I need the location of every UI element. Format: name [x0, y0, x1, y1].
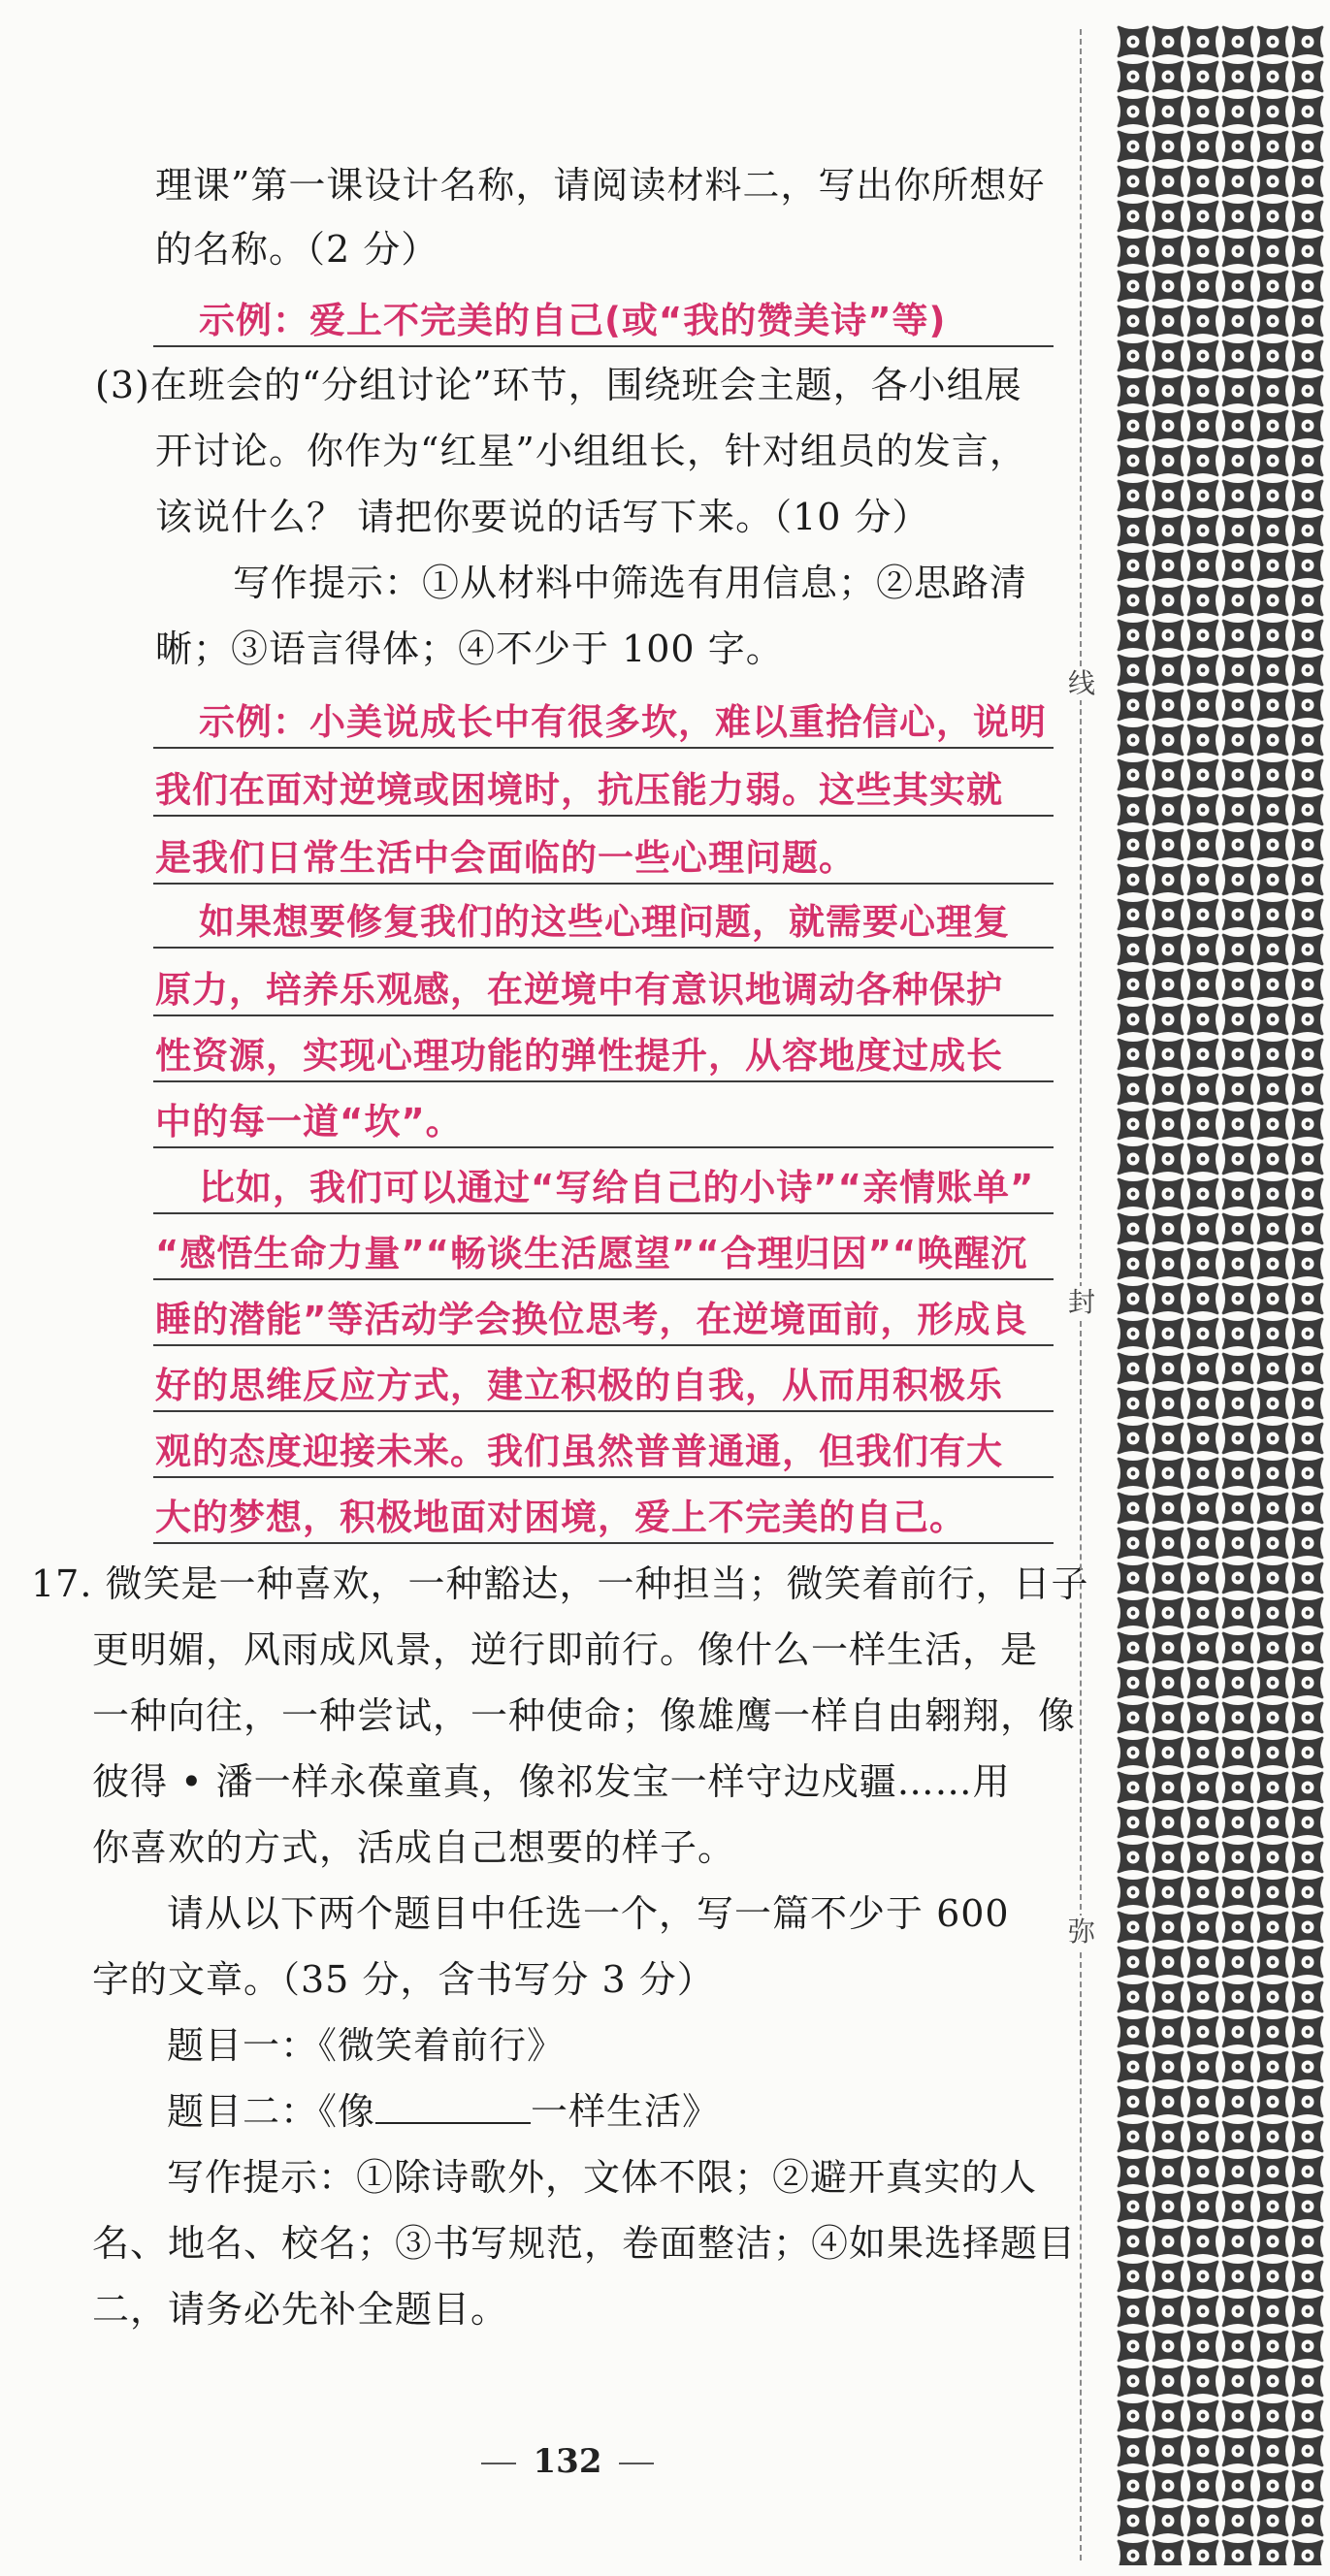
answer-line: 性资源，实现心理功能的弹性提升，从容地度过成长 [155, 1035, 1003, 1077]
text-line: 二，请务必先补全题目。 [92, 2288, 509, 2331]
fill-in-blank [375, 2093, 531, 2124]
answer-line: 原力，培养乐观感，在逆境中有意识地调动各种保护 [155, 969, 1003, 1011]
answer-underline [153, 1542, 1054, 1544]
answer-line: 观的态度迎接未来。我们虽然普普通通，但我们有大 [155, 1431, 1003, 1472]
answer-line: 好的思维反应方式，建立积极的自我，从而用积极乐 [155, 1365, 1003, 1406]
text-line: (3)在班会的“分组讨论”环节，围绕班会主题，各小组展 [95, 364, 1022, 406]
question-17-line: 17. 微笑是一种喜欢，一种豁达，一种担当；微笑着前行，日子 [31, 1562, 1089, 1605]
answer-line: “感悟生命力量”“畅谈生活愿望”“合理归因”“唤醒沉 [155, 1233, 1028, 1274]
text-line: 你喜欢的方式，活成自己想要的样子。 [92, 1826, 736, 1869]
answer-line: 如果想要修复我们的这些心理问题，就需要心理复 [199, 901, 1010, 943]
answer-line: 我们在面对逆境或困境时，抗压能力弱。这些其实就 [155, 769, 1003, 811]
answer-underline [153, 345, 1054, 347]
answer-underline [153, 1212, 1054, 1214]
text-line: 一种向往，一种尝试，一种使命；像雄鹰一样自由翱翔，像 [92, 1694, 1077, 1737]
text-line: 请从以下两个题目中任选一个，写一篇不少于 600 [167, 1892, 1010, 1935]
margin-label-feng: 封 [1067, 1286, 1095, 1318]
answer-underline [153, 1014, 1054, 1016]
text-line: 彼得 • 潘一样永葆童真，像祁发宝一样守边戍疆……用 [92, 1760, 1011, 1803]
topic-two [167, 2089, 720, 2134]
answer-underline [153, 1080, 1054, 1082]
text-line: 写作提示：①除诗歌外，文体不限；②避开真实的人 [167, 2156, 1038, 2199]
text-line: 该说什么？ 请把你要说的话写下来。（10 分） [155, 496, 930, 538]
divider [619, 2463, 654, 2464]
answer-underline [153, 1476, 1054, 1478]
answer-underline [153, 883, 1054, 885]
page-number-text: 132 [533, 2442, 602, 2481]
answer-underline [153, 1278, 1054, 1280]
answer-underline [153, 815, 1054, 817]
divider [481, 2463, 516, 2464]
text-line: 更明媚，风雨成风景，逆行即前行。像什么一样生活，是 [92, 1628, 1039, 1671]
topic-one: 题目一：《微笑着前行》 [167, 2024, 566, 2067]
answer-line: 示例：小美说成长中有很多坎，难以重拾信心，说明 [199, 701, 1047, 743]
margin-label-mi: 弥 [1067, 1916, 1095, 1948]
answer-underline [153, 947, 1054, 949]
text-line: 理课”第一课设计名称，请阅读材料二，写出你所想好 [155, 164, 1046, 207]
answer-underline [153, 1410, 1054, 1412]
answer-line: 中的每一道“坎”。 [155, 1101, 463, 1143]
answer-underline [153, 1344, 1054, 1346]
page-number [456, 2442, 679, 2481]
answer-line: 是我们日常生活中会面临的一些心理问题。 [155, 837, 856, 879]
decorative-pattern-strip [1116, 24, 1324, 2565]
text-line: 的名称。（2 分） [155, 228, 439, 271]
text-line: 晰；③语言得体；④不少于 100 字。 [155, 628, 784, 670]
answer-line: 示例：爱上不完美的自己(或“我的赞美诗”等) [199, 300, 947, 341]
text-line: 开讨论。你作为“红星”小组组长，针对组员的发言， [155, 430, 1027, 472]
text-line: 名、地名、校名；③书写规范，卷面整洁；④如果选择题目 [92, 2222, 1077, 2265]
answer-line: 睡的潜能”等活动学会换位思考，在逆境面前，形成良 [155, 1299, 1028, 1340]
answer-line: 大的梦想，积极地面对困境，爱上不完美的自己。 [155, 1497, 966, 1538]
answer-underline [153, 747, 1054, 749]
topic-two-suffix: 一样生活》 [531, 2090, 721, 2133]
text-line: 写作提示：①从材料中筛选有用信息；②思路清 [233, 562, 1028, 604]
topic-two-prefix: 题目二：《像 [167, 2090, 376, 2133]
answer-underline [153, 1146, 1054, 1148]
text-line: 字的文章。（35 分，含书写分 3 分） [92, 1958, 715, 2001]
margin-label-xian: 线 [1067, 667, 1095, 699]
answer-line: 比如，我们可以通过“写给自己的小诗”“亲情账单” [199, 1167, 1035, 1208]
